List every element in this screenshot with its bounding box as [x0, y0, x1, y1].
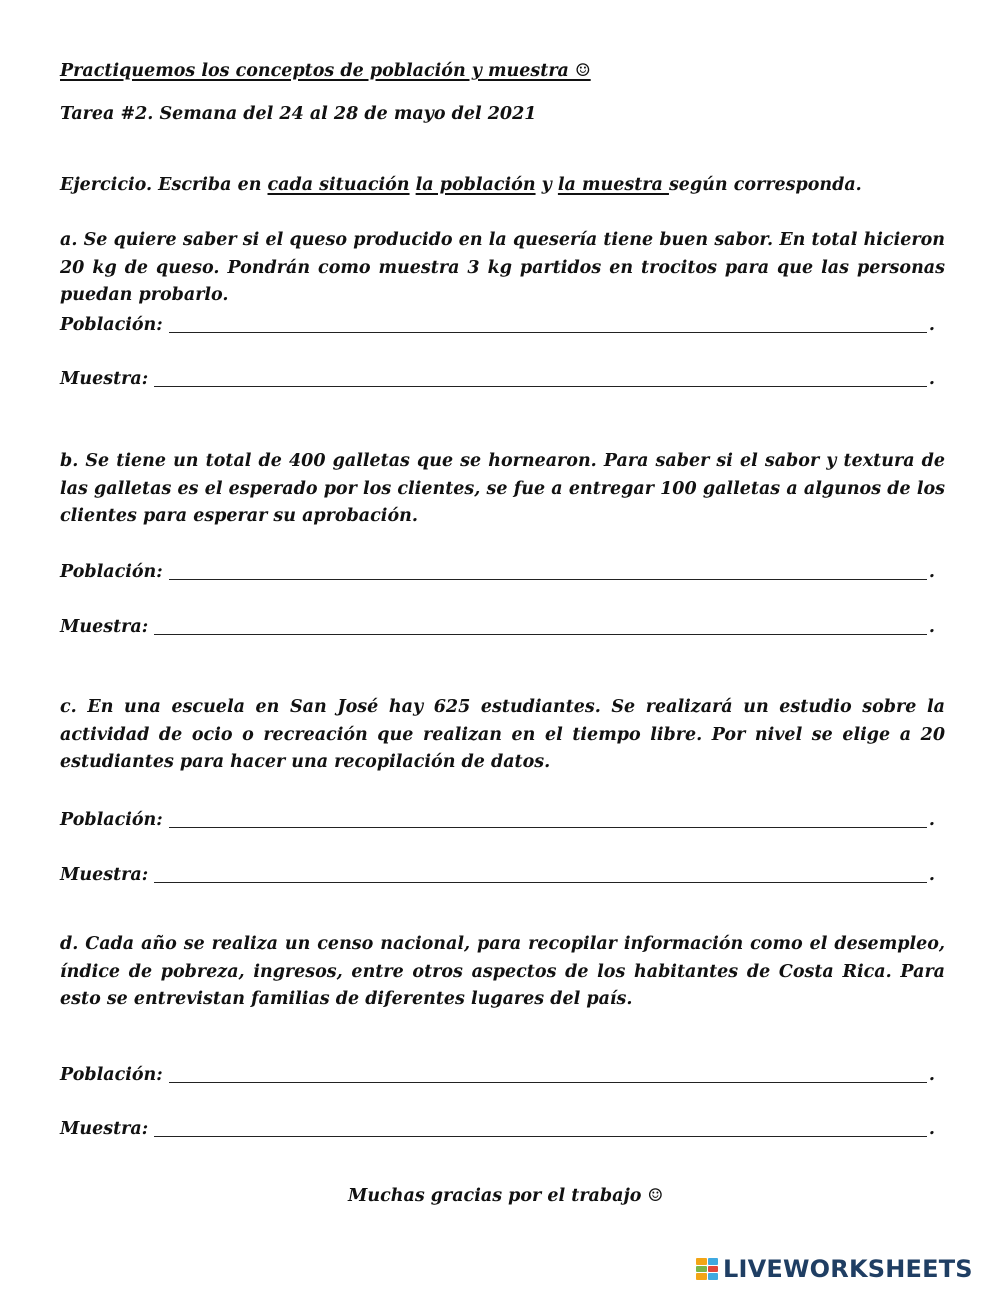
- exercise-d-population-input[interactable]: [169, 1058, 927, 1083]
- liveworksheets-branding: [696, 1255, 973, 1283]
- logo-square: [708, 1258, 719, 1265]
- exercise-d-population-row: [60, 1060, 935, 1086]
- exercise-a-text: a. Se quiere saber si el queso producido en la quesería tiene buen sabor. En total hicieron 20 kg de queso. Pondrán como muestra 3 kg partidos en trocitos para que las personas puedan probarlo.: [60, 230, 945, 305]
- exercise-a-population-input[interactable]: [169, 308, 927, 333]
- logo-square: [696, 1273, 707, 1280]
- liveworksheets-logo-icon: [696, 1258, 718, 1280]
- exercise-c-population-input[interactable]: [169, 803, 927, 828]
- sample-label: Muestra:: [60, 1119, 149, 1139]
- logo-square: [708, 1273, 719, 1280]
- exercise-d-sample-input[interactable]: [154, 1112, 927, 1137]
- instruction-underlined-poblacion: la población: [415, 175, 536, 195]
- population-label: Población:: [60, 315, 163, 335]
- field-end-dot: .: [928, 865, 935, 885]
- field-end-dot: .: [928, 1065, 935, 1085]
- logo-square: [696, 1258, 707, 1265]
- instruction-underlined-muestra: la muestra: [557, 175, 669, 195]
- task-line: Tarea #2. Semana del 24 al 28 de mayo del 2021: [60, 104, 537, 124]
- exercise-a-population-row: [60, 310, 935, 336]
- field-end-dot: .: [928, 617, 935, 637]
- exercise-c-sample-row: [60, 860, 935, 886]
- field-end-dot: .: [928, 369, 935, 389]
- sample-label: Muestra:: [60, 865, 149, 885]
- instruction-text: [60, 174, 862, 196]
- instruction-part: Ejercicio. Escriba en: [60, 175, 268, 195]
- instruction-part: y: [535, 175, 558, 195]
- liveworksheets-wordmark: LIVEWORKSHEETS: [723, 1255, 973, 1283]
- field-end-dot: .: [928, 315, 935, 335]
- field-end-dot: .: [928, 562, 935, 582]
- exercise-d-sample-row: [60, 1114, 935, 1140]
- exercise-c-text: c. En una escuela en San José hay 625 estudiantes. Se realizará un estudio sobre la actividad de ocio o recreación que realizan en el tiempo libre. Por nivel se elige a 20 estudiantes para hacer una recopilación de datos.: [60, 697, 945, 772]
- exercise-c-sample-input[interactable]: [154, 858, 927, 883]
- closing-text: Muchas gracias por el trabajo ☺: [348, 1186, 664, 1206]
- worksheet-title: Practiquemos los conceptos de población y muestra ☺: [60, 61, 591, 81]
- exercise-b-population-row: [60, 557, 935, 583]
- exercise-b-sample-row: [60, 612, 935, 638]
- population-label: Población:: [60, 810, 163, 830]
- exercise-a-sample-row: [60, 364, 935, 390]
- exercise-d-text: d. Cada año se realiza un censo nacional, para recopilar información como el desempleo, índice de pobreza, ingresos, entre otros aspectos de los habitantes de Costa Rica. Para esto se entrevistan familias de diferentes lugares del país.: [60, 934, 945, 1009]
- exercise-b-population-input[interactable]: [169, 555, 927, 580]
- population-label: Población:: [60, 1065, 163, 1085]
- field-end-dot: .: [928, 810, 935, 830]
- sample-label: Muestra:: [60, 369, 149, 389]
- instruction-underlined-situacion: cada situación: [267, 175, 410, 195]
- exercise-b-sample-input[interactable]: [154, 610, 927, 635]
- sample-label: Muestra:: [60, 617, 149, 637]
- instruction-part: según corresponda.: [668, 175, 862, 195]
- field-end-dot: .: [928, 1119, 935, 1139]
- logo-square: [696, 1266, 707, 1273]
- logo-square: [708, 1266, 719, 1273]
- exercise-a-sample-input[interactable]: [154, 362, 927, 387]
- exercise-b-text: b. Se tiene un total de 400 galletas que se hornearon. Para saber si el sabor y textura de las galletas es el esperado por los clientes, se fue a entregar 100 galletas a algunos de los clientes para esperar su aprobación.: [60, 451, 945, 526]
- exercise-c-population-row: [60, 805, 935, 831]
- population-label: Población:: [60, 562, 163, 582]
